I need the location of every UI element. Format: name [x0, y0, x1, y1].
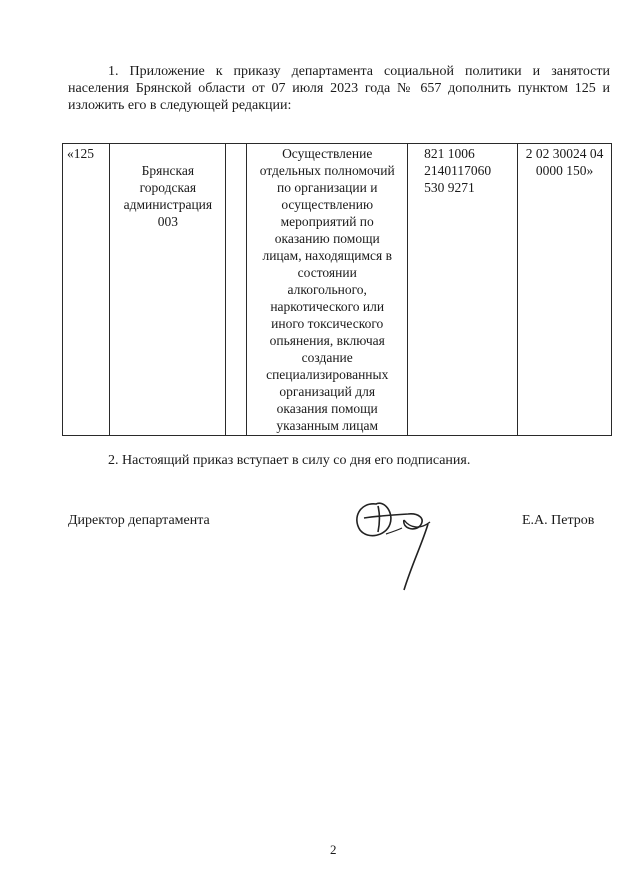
budget-code-line: 821 1006	[424, 146, 475, 161]
cell-administrator	[110, 144, 226, 436]
description-line: алкогольного,	[287, 282, 367, 297]
revenue-code-line: 0000 150»	[535, 163, 594, 178]
description-line: Осуществление	[282, 146, 373, 161]
handwritten-signature-icon	[346, 488, 442, 594]
description-line: оказанию помощи	[274, 231, 380, 246]
budget-code-line: 2140117060	[424, 163, 492, 178]
amendment-table	[62, 143, 612, 436]
description-line: оказания помощи	[276, 401, 378, 416]
page-number: 2	[330, 842, 337, 857]
description-line: состоянии	[297, 265, 357, 280]
description-line: лицам, находящимся в	[262, 248, 392, 263]
administrator-line: городская	[139, 180, 197, 195]
description-line: мероприятий по	[280, 214, 374, 229]
cell-empty	[226, 144, 247, 436]
description-line: осуществлению	[281, 197, 374, 212]
revenue-code-line: 2 02 30024 04	[525, 146, 604, 161]
description-line: создание	[301, 350, 353, 365]
description-line: по организации и	[277, 180, 378, 195]
paragraph-effective-date: 2. Настоящий приказ вступает в силу со дня его подписания.	[108, 453, 471, 468]
description-line: организаций для	[279, 384, 376, 399]
budget-code-line: 530 9271	[424, 180, 475, 195]
cell-item-number: «125	[63, 144, 110, 436]
signer-name: Е.А. Петров	[522, 513, 595, 528]
description-line: специализированных	[266, 367, 389, 382]
cell-description	[247, 144, 408, 436]
paragraph-amendment: 1. Приложение к приказу департамента социальной политики и занятости населения Брянской области от 07 июля 2023 года № 657 дополнить пунктом 125 и изложить его в следующей редакции:	[68, 64, 610, 113]
cell-budget-code	[408, 144, 518, 436]
table-row	[63, 144, 612, 436]
signer-title: Директор департамента	[68, 513, 210, 528]
administrator-code: 003	[157, 214, 178, 229]
description-line: отдельных полномочий	[259, 163, 395, 178]
description-line: иного токсического	[271, 316, 384, 331]
description-line: опьянения, включая	[269, 333, 385, 348]
description-line: указанным лицам	[276, 418, 379, 433]
cell-revenue-code	[518, 144, 612, 436]
administrator-line: Брянская	[141, 163, 195, 178]
description-line: наркотического или	[270, 299, 385, 314]
administrator-line: администрация	[123, 197, 213, 212]
